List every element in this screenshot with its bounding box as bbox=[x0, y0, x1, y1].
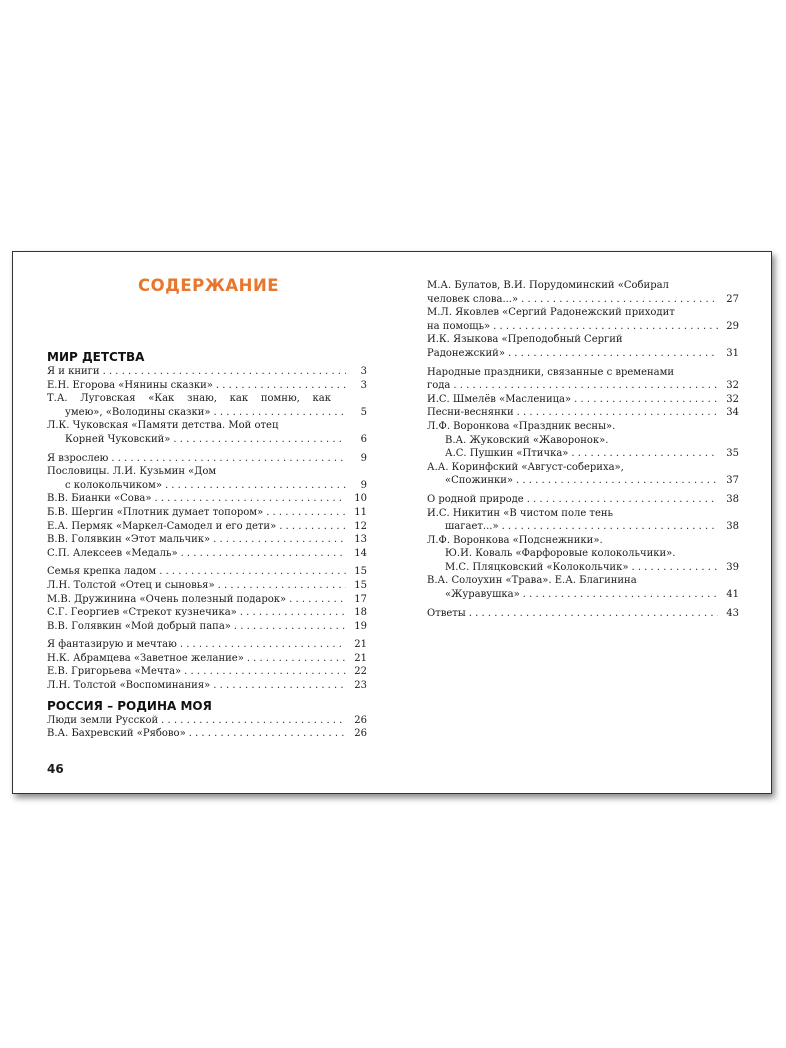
page-number: 46 bbox=[47, 762, 64, 776]
toc-entry[interactable]: Е.В. Григорьева «Мечта» . . . 22 bbox=[47, 665, 367, 679]
toc-entry[interactable]: В.А. Бахревский «Рябово» . . . 26 bbox=[47, 727, 367, 741]
toc-entry[interactable]: Е.Н. Егорова «Нянины сказки» . . . 3 bbox=[47, 379, 367, 393]
toc-entry[interactable]: О родной природе . . . 38 bbox=[427, 493, 739, 507]
toc-entry[interactable]: М.А. Булатов, В.И. Порудоминский «Собирал человек слова...» . . . 27 bbox=[427, 279, 739, 306]
toc-left-column bbox=[47, 350, 367, 741]
toc-entry[interactable]: И.К. Языкова «Преподобный Сергий Радонежский» . . . 31 bbox=[427, 333, 739, 360]
toc-entry[interactable]: С.Г. Георгиев «Стрекот кузнечика» . . . 18 bbox=[47, 606, 367, 620]
toc-entry[interactable]: Я и книги . . . 3 bbox=[47, 365, 367, 379]
toc-entry[interactable]: Б.В. Шергин «Плотник думает топором» . . . 11 bbox=[47, 506, 367, 520]
toc-entry[interactable]: Люди земли Русской . . . 26 bbox=[47, 714, 367, 728]
toc-entry[interactable]: Семья крепка ладом . . . 15 bbox=[47, 565, 367, 579]
toc-entry[interactable]: Н.К. Абрамцева «Заветное желание» . . . 21 bbox=[47, 652, 367, 666]
toc-entry[interactable]: Л.Н. Толстой «Воспоминания» . . . 23 bbox=[47, 679, 367, 693]
section-heading: МИР ДЕТСТВА bbox=[47, 350, 145, 364]
toc-entry[interactable]: А.А. Коринфский «Август-собериха», «Спожинки» . . . 37 bbox=[427, 461, 739, 488]
toc-entry[interactable]: Л.Ф. Воронкова «Праздник весны». В.А. Жуковский «Жаворонок». А.С. Пушкин «Птичка» . . . 35 bbox=[427, 420, 739, 461]
toc-right-column bbox=[427, 279, 739, 620]
toc-entry[interactable]: Ответы . . . 43 bbox=[427, 607, 739, 621]
toc-entry[interactable]: И.С. Шмелёв «Масленица» . . . 32 bbox=[427, 393, 739, 407]
toc-entry[interactable]: Л.К. Чуковская «Памяти детства. Мой отец Корней Чуковский» . . . 6 bbox=[47, 419, 367, 446]
toc-entry[interactable]: Л.Ф. Воронкова «Подснежники». Ю.И. Коваль «Фарфоровые колокольчики». М.С. Пляцковский «Колокольчик» . . . 39 bbox=[427, 534, 739, 575]
toc-entry[interactable]: В.А. Солоухин «Трава». Е.А. Благинина «Журавушка» . . . 41 bbox=[427, 574, 739, 601]
section-heading: РОССИЯ – РОДИНА МОЯ bbox=[47, 698, 212, 713]
toc-entry[interactable]: Е.А. Пермяк «Маркел-Самодел и его дети» . . . 12 bbox=[47, 520, 367, 534]
toc-entry[interactable]: С.П. Алексеев «Медаль» . . . 14 bbox=[47, 547, 367, 561]
toc-entry[interactable]: Л.Н. Толстой «Отец и сыновья» . . . 15 bbox=[47, 579, 367, 593]
page-title: СОДЕРЖАНИЕ bbox=[138, 276, 280, 295]
toc-entry[interactable]: Пословицы. Л.И. Кузьмин «Дом с колокольчиком» . . . 9 bbox=[47, 465, 367, 492]
toc-entry[interactable]: Я фантазирую и мечтаю . . . 21 bbox=[47, 638, 367, 652]
toc-entry[interactable]: Песни-веснянки . . . 34 bbox=[427, 406, 739, 420]
toc-entry[interactable]: И.С. Никитин «В чистом поле тень шагает...» . . . 38 bbox=[427, 507, 739, 534]
toc-entry[interactable]: Я взрослею . . . 9 bbox=[47, 452, 367, 466]
toc-entry[interactable]: Народные праздники, связанные с временами года . . . 32 bbox=[427, 366, 739, 393]
toc-entry[interactable]: В.В. Голявкин «Мой добрый папа» . . . 19 bbox=[47, 620, 367, 634]
toc-entry[interactable]: В.В. Бианки «Сова» . . . 10 bbox=[47, 492, 367, 506]
toc-entry[interactable]: Т.А. Луговская «Как знаю, как помню, как умею», «Володины сказки» . . . 5 bbox=[47, 392, 367, 419]
toc-entry[interactable]: М.Л. Яковлев «Сергий Радонежский приходит на помощь» . . . 29 bbox=[427, 306, 739, 333]
toc-entry[interactable]: В.В. Голявкин «Этот мальчик» . . . 13 bbox=[47, 533, 367, 547]
book-spread bbox=[12, 251, 772, 794]
toc-entry[interactable]: М.В. Дружинина «Очень полезный подарок» . . . 17 bbox=[47, 593, 367, 607]
